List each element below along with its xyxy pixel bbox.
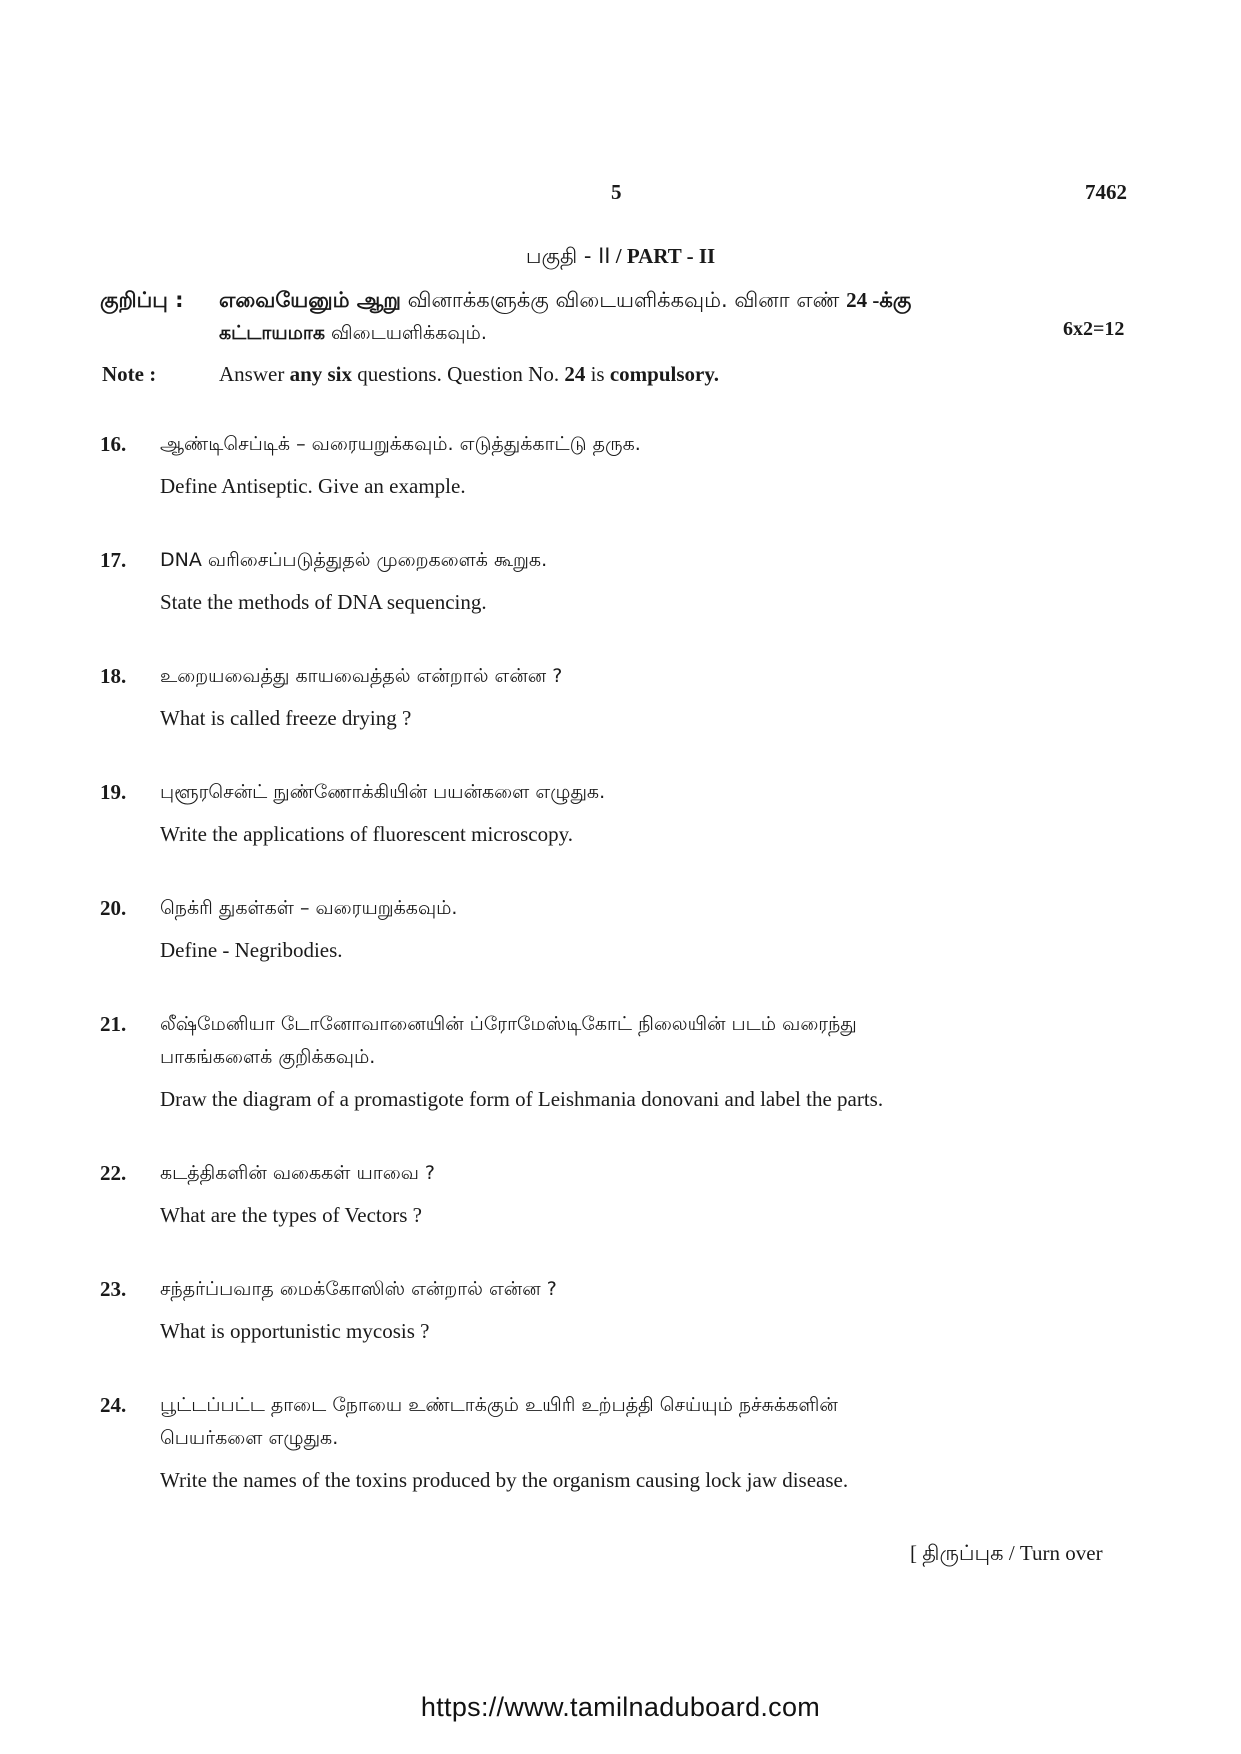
question-tamil: நெக்ரி துகள்கள் – வரையறுக்கவும். — [160, 897, 458, 919]
question-number: 16. — [100, 432, 127, 456]
question-tamil: லீஷ்மேனியா டோனோவானையின் ப்ரோமேஸ்டிகோட் நிலையின் படம் வரைந்து — [160, 1013, 857, 1035]
question-number: 17. — [100, 548, 127, 572]
note-tamil-line1 — [219, 288, 911, 315]
question-english: Write the names of the toxins produced by the organism causing lock jaw disease. — [160, 1468, 849, 1492]
question-english: Write the applications of fluorescent microscopy. — [160, 822, 573, 846]
question-english: Draw the diagram of a promastigote form of Leishmania donovani and label the parts. — [160, 1087, 884, 1111]
question-english: State the methods of DNA sequencing. — [160, 590, 487, 614]
note-english-label: Note : — [102, 362, 157, 386]
note-tamil-label: குறிப்பு : — [100, 288, 184, 312]
note-tamil-compulsory: கட்டாயமாக — [219, 322, 325, 344]
note-english-part: is — [585, 362, 610, 386]
part-heading-english: PART - II — [626, 244, 716, 268]
question-tamil: பூட்டப்பட்ட தாடை நோயை உண்டாக்கும் உயிரி உற்பத்தி செய்யும் நச்சுக்களின் — [160, 1394, 838, 1416]
marks-scheme: 6x2=12 — [1063, 318, 1125, 340]
turn-over-note: [ திருப்புக / Turn over — [910, 1541, 1103, 1565]
question-tamil: புளூரசென்ட் நுண்ணோக்கியின் பயன்களை எழுதுக. — [160, 781, 606, 803]
question-tamil: கடத்திகளின் வகைகள் யாவை ? — [160, 1162, 435, 1184]
part-heading-tamil: பகுதி - II — [525, 244, 611, 268]
question-tamil-continued: பெயர்களை எழுதுக. — [160, 1427, 339, 1449]
question-tamil: உறையவைத்து காயவைத்தல் என்றால் என்ன ? — [160, 665, 563, 687]
note-tamil-answer-suffix: விடையளிக்கவும். — [324, 322, 487, 344]
note-english-part: Answer — [219, 362, 290, 386]
question-english: What is opportunistic mycosis ? — [160, 1319, 430, 1343]
note-tamil-any-six: எவையேனும் ஆறு — [219, 288, 401, 312]
question-english: What is called freeze drying ? — [160, 706, 412, 730]
question-number: 22. — [100, 1161, 127, 1185]
question-number: 24. — [100, 1393, 127, 1417]
note-tamil-answer-text: வினாக்களுக்கு விடையளிக்கவும். வினா எண் — [400, 288, 847, 312]
note-english-part: questions. Question No. — [352, 362, 565, 386]
question-english: Define Antiseptic. Give an example. — [160, 474, 466, 498]
question-number: 23. — [100, 1277, 127, 1301]
note-english-question-number: 24 — [564, 362, 586, 386]
note-english-text — [219, 362, 719, 387]
paper-code: 7462 — [1085, 180, 1127, 204]
part-heading-separator: / — [610, 244, 627, 268]
note-tamil-line2 — [219, 322, 487, 347]
question-english: Define - Negribodies. — [160, 938, 343, 962]
question-tamil: DNA வரிசைப்படுத்துதல் முறைகளைக் கூறுக. — [160, 549, 548, 571]
footer-url[interactable]: https://www.tamilnaduboard.com — [420, 1692, 821, 1722]
question-number: 20. — [100, 896, 127, 920]
note-english-compulsory: compulsory. — [609, 362, 719, 386]
note-english-any-six: any six — [289, 362, 353, 386]
note-tamil-question-number: 24 -க்கு — [846, 288, 912, 312]
question-number: 18. — [100, 664, 127, 688]
question-number: 21. — [100, 1012, 127, 1036]
part-heading — [0, 244, 1241, 271]
question-tamil-continued: பாகங்களைக் குறிக்கவும். — [160, 1046, 376, 1068]
question-number: 19. — [100, 780, 127, 804]
page-number: 5 — [611, 180, 622, 204]
question-tamil: சந்தர்ப்பவாத மைக்கோஸிஸ் என்றால் என்ன ? — [160, 1278, 557, 1300]
question-tamil: ஆண்டிசெப்டிக் – வரையறுக்கவும். எடுத்துக்காட்டு தருக. — [160, 433, 641, 455]
question-english: What are the types of Vectors ? — [160, 1203, 423, 1227]
